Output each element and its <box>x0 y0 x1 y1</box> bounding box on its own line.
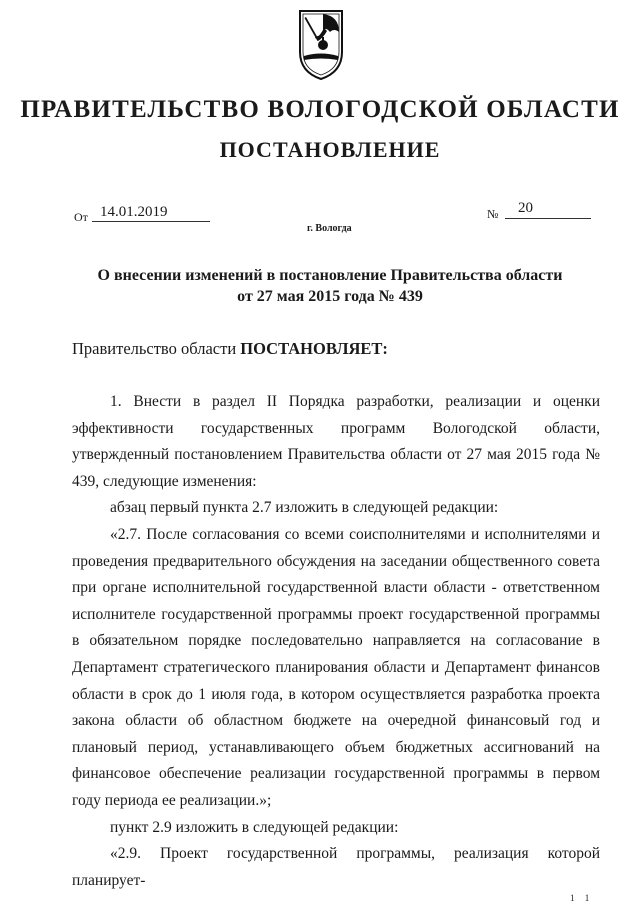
number-value: 20 <box>518 200 533 216</box>
coat-of-arms-emblem <box>296 8 346 82</box>
date-label: От <box>74 210 88 224</box>
document-type-title: ПОСТАНОВЛЕНИЕ <box>219 137 441 162</box>
preamble-emphasis: ПОСТАНОВЛЯЕТ: <box>240 339 388 358</box>
document-subject <box>60 265 600 307</box>
page-marks: 1 1 <box>570 893 594 903</box>
body-paragraph: «2.7. После согласования со всеми соисполнителями и исполнителями и проведения предварительного обсуждения на заседании общественного совета при органе исполнительной государственной власти области - ответственном исполнителе государственной программы проект государственной программы в обязательном порядке последовательно направляется на согласование в Департамент стратегического планирования области и Департамент финансов области в срок до 1 июля года, в котором осуществляется разработка проекта закона области об областном бюджете на очередной финансовый год и плановый период, устанавливающего объем бюджетных ассигнований на финансовое обеспечение реализации государственной программы в первом году периода ее реализации.»; <box>72 525 600 809</box>
preamble-text: Правительство области <box>72 339 237 358</box>
subject-line-2: от 27 мая 2015 года № 439 <box>237 288 423 305</box>
body-paragraph: 1. Внести в раздел II Порядка разработки, реализации и оценки эффективности государственных программ Вологодской области, утвержденный постановлением Правительства области от 27 мая 2015 года № 439, следующие изменения: <box>72 393 600 490</box>
number-label: № <box>487 207 499 221</box>
body-paragraph: «2.9. Проект государственной программы, реализация которой планирует- <box>72 845 600 889</box>
body-paragraph: абзац первый пункта 2.7 изложить в следующей редакции: <box>110 499 499 517</box>
city-label: г. Вологда <box>307 223 352 234</box>
subject-line-1: О внесении изменений в постановление Правительства области <box>97 267 563 284</box>
organization-title: ПРАВИТЕЛЬСТВО ВОЛОГОДСКОЙ ОБЛАСТИ <box>20 96 620 123</box>
preamble <box>72 339 388 359</box>
document-body <box>72 389 600 894</box>
date-value: 14.01.2019 <box>100 204 168 220</box>
body-paragraph: пункт 2.9 изложить в следующей редакции: <box>110 818 399 836</box>
